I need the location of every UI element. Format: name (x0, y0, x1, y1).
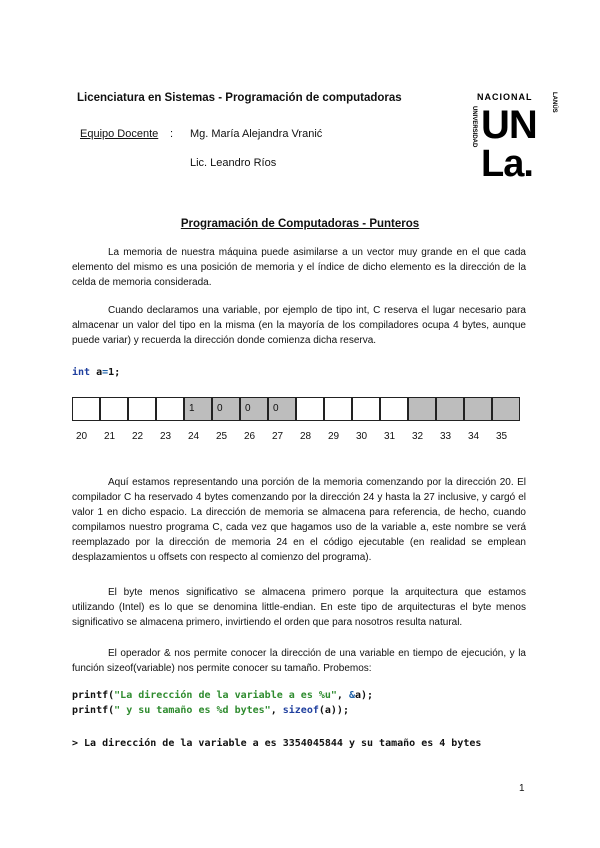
memory-cell: 0 (268, 397, 296, 421)
memory-cell (324, 397, 352, 421)
logo-left-text: UNIVERSIDAD (471, 106, 477, 148)
memory-address-label: 25 (216, 431, 228, 442)
memory-address-label: 29 (328, 431, 340, 442)
memory-cell (100, 397, 128, 421)
team-colon: : (170, 128, 174, 140)
memory-cell (296, 397, 324, 421)
memory-address-label: 22 (132, 431, 144, 442)
logo-right-text: LANÚS (551, 92, 557, 113)
memory-cell: 0 (240, 397, 268, 421)
code-declaration: int a=1; (72, 367, 121, 378)
memory-cell (128, 397, 156, 421)
code-line-1: printf("La dirección de la variable a es %u", &a); (72, 690, 374, 701)
memory-address-label: 21 (104, 431, 116, 442)
memory-address-label: 23 (160, 431, 172, 442)
logo-top-text: NACIONAL (477, 92, 533, 102)
memory-cell (156, 397, 184, 421)
memory-address-label: 27 (272, 431, 284, 442)
unla-logo-graphic (467, 88, 567, 180)
paragraph-operator: El operador & nos permite conocer la dirección de una variable en tiempo de ejecución, y la función sizeof(variable) nos permite conocer su tamaño. Probemos: (72, 648, 526, 674)
section-title: Programación de Computadoras - Punteros (180, 218, 420, 230)
memory-address-label: 31 (384, 431, 396, 442)
team-label: Equipo Docente (80, 128, 159, 140)
university-logo (467, 88, 567, 180)
logo-la-text: La. (481, 143, 533, 180)
document-header-title: Licenciatura en Sistemas - Programación de computadoras (77, 92, 402, 104)
memory-address-label: 34 (468, 431, 480, 442)
memory-address-label: 33 (440, 431, 452, 442)
memory-address-label: 35 (496, 431, 508, 442)
paragraph-declaration: Cuando declaramos una variable, por ejemplo de tipo int, C reserva el lugar necesario para almacenar un valor del tipo en la misma (en la mayoría de los compiladores ocupa 4 bytes, aunque puede variar) y recuerda la dirección donde comienza dicha reserva. (72, 305, 526, 346)
page-number: 1 (519, 783, 525, 794)
memory-address-label: 24 (188, 431, 200, 442)
code-printf-lines (72, 688, 373, 718)
memory-address-label: 28 (300, 431, 312, 442)
paragraph-little-endian: El byte menos significativo se almacena primero porque la arquitectura que estamos utilizando (Intel) es lo que se denomina little-endian. En este tipo de arquitecturas el byte menos significativo se almacena primero, invirtiendo el orden que para nosotros resulta natural. (72, 587, 526, 628)
memory-cell (352, 397, 380, 421)
paragraph-memory-explanation: Aquí estamos representando una porción de la memoria comenzando por la dirección 20. El compilador C ha reservado 4 bytes comenzando por la dirección 24 y hasta la 27 inclusive, y cargó el valor 1 en dicho espacio. La dirección de memoria se almacena para referencia, de hecho, cuando compilamos nuestro programa C, cada vez que hagamos uso de la variable a, este nombre se verá reemplazado por la dirección de memoria 24 en el código ejecutable (en realidad se emplean desplazamientos u offsets con respecto al comienzo del programa). (72, 477, 526, 563)
memory-cell (492, 397, 520, 421)
memory-cell (464, 397, 492, 421)
paragraph-intro: La memoria de nuestra máquina puede asimilarse a un vector muy grande en el que cada elemento del mismo es una posición de memoria y el índice de dicho elemento es la dirección de la celda de memoria considerada. (72, 247, 526, 288)
program-output: > La dirección de la variable a es 3354045844 y su tamaño es 4 bytes (72, 738, 482, 749)
memory-cell (408, 397, 436, 421)
memory-cell (380, 397, 408, 421)
memory-cell: 0 (212, 397, 240, 421)
memory-address-label: 20 (76, 431, 88, 442)
team-member-1: Mg. María Alejandra Vranić (190, 128, 323, 140)
logo-un-text: UN (481, 103, 537, 147)
code-line-2: printf(" y su tamaño es %d bytes", sizeof(a)); (72, 705, 349, 716)
memory-address-label: 26 (244, 431, 256, 442)
memory-cell (436, 397, 464, 421)
memory-cell (72, 397, 100, 421)
memory-address-label: 32 (412, 431, 424, 442)
memory-cell: 1 (184, 397, 212, 421)
team-member-2: Lic. Leandro Ríos (190, 157, 277, 169)
memory-address-label: 30 (356, 431, 368, 442)
